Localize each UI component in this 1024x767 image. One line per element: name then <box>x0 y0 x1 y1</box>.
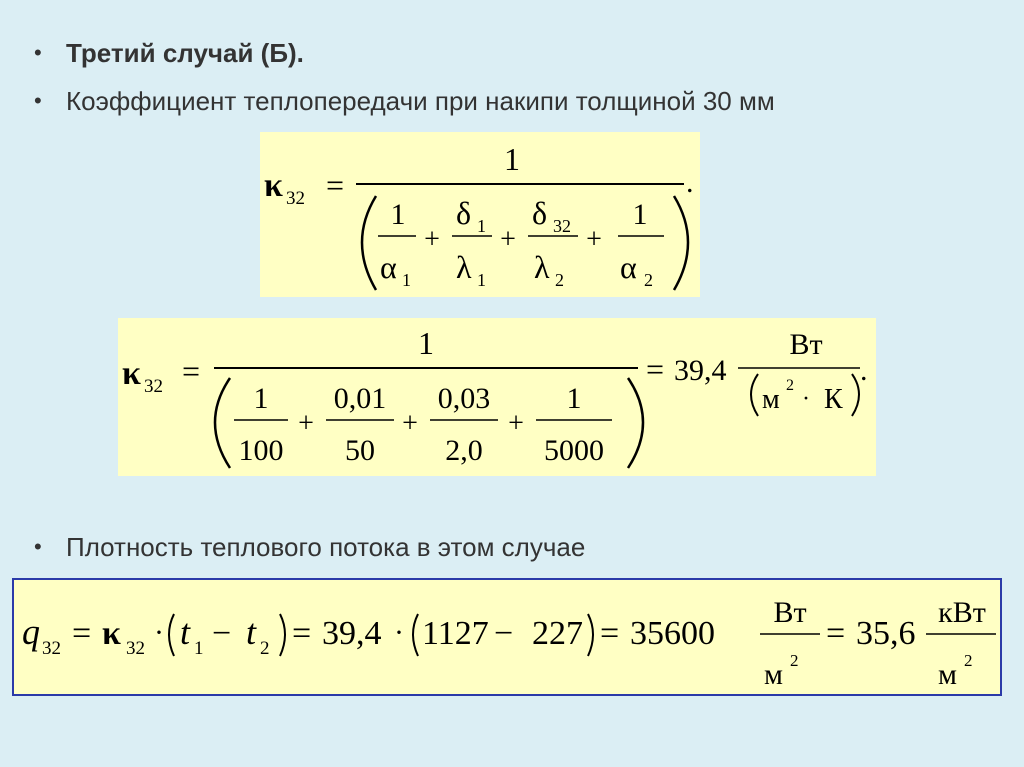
term2-num: 0,01 <box>333 382 387 415</box>
result-value: 39,4 <box>674 354 727 387</box>
formula-numerator: 1 <box>418 325 434 361</box>
unit-den-k: К <box>824 384 843 415</box>
paren-open <box>169 614 174 656</box>
paren-close <box>588 614 593 656</box>
formula-lhs-sub: 32 <box>144 376 163 397</box>
minus-sign: − <box>212 615 232 652</box>
formula-numeric <box>118 318 876 476</box>
minus-sign: − <box>494 615 514 652</box>
kappa-symbol: κ <box>102 615 121 652</box>
paren-open <box>413 614 418 656</box>
result-equals: = <box>646 351 665 387</box>
bullet-dot: • <box>34 40 42 65</box>
kappa-sub: 32 <box>126 638 145 659</box>
bullet-dot: • <box>34 534 42 559</box>
value-q-kw: 35,6 <box>856 615 916 652</box>
term3-num: δ <box>532 195 548 231</box>
term4-den: 5000 <box>544 434 604 467</box>
term1-den: 100 <box>238 434 284 467</box>
formula-numerator: 1 <box>504 141 520 177</box>
unit-den-dot: · <box>802 386 810 412</box>
formula-equals: = <box>182 353 201 389</box>
term1-num: 1 <box>390 198 406 231</box>
formula-period: . <box>860 354 868 387</box>
eq-sign: = <box>72 615 92 652</box>
left-paren <box>362 196 376 290</box>
t1-symbol: t <box>180 612 191 652</box>
t2-symbol: t <box>246 612 257 652</box>
bullet-item-heat-flux <box>34 532 585 562</box>
plus-sign: + <box>402 408 418 439</box>
t-cold: 227 <box>532 615 583 652</box>
term2-den-sub: 1 <box>477 270 486 290</box>
bullet-item-coefficient <box>34 86 775 116</box>
formula-lhs-kappa: κ <box>122 355 141 392</box>
unit1-den: м <box>764 658 783 691</box>
eq-sign: = <box>826 615 846 652</box>
dot-sign: · <box>154 616 164 649</box>
q-sub: 32 <box>42 638 61 659</box>
term2-den: λ <box>456 249 472 285</box>
term2-den: 50 <box>345 434 375 467</box>
value-k: 39,4 <box>322 615 382 652</box>
unit-right-paren <box>852 374 859 416</box>
plus-sign: + <box>298 408 314 439</box>
unit2-exp: 2 <box>964 651 973 670</box>
unit2-den: м <box>938 658 957 691</box>
term4-den: α <box>620 249 637 285</box>
t1-sub: 1 <box>194 638 204 659</box>
t-hot: 1127 <box>422 615 489 652</box>
formula-lhs-kappa: κ <box>264 167 283 204</box>
unit-den-exp: 2 <box>786 377 794 394</box>
t2-sub: 2 <box>260 638 270 659</box>
bullet-text: Плотность теплового потока в этом случае <box>66 532 586 562</box>
unit-den-m: м <box>762 384 780 415</box>
eq-sign: = <box>292 615 312 652</box>
bullet-dot: • <box>34 88 42 113</box>
bullet-item-title <box>34 38 304 68</box>
paren-close <box>280 614 285 656</box>
term4-den-sub: 2 <box>644 270 653 290</box>
bullet-text: Третий случай (Б). <box>66 38 304 68</box>
value-q-w: 35600 <box>630 615 715 652</box>
plus-sign: + <box>424 224 440 255</box>
formula-period: . <box>686 166 694 199</box>
plus-sign: + <box>500 224 516 255</box>
unit1-exp: 2 <box>790 651 799 670</box>
unit1-num: Вт <box>773 596 807 629</box>
bullet-text: Коэффициент теплопередачи при накипи толщиной 30 мм <box>66 86 775 116</box>
left-paren <box>215 378 230 468</box>
term3-num: 0,03 <box>437 382 491 415</box>
q-symbol: q <box>22 612 40 652</box>
formula-general <box>260 132 700 297</box>
term3-num-sub: 32 <box>553 216 571 236</box>
plus-sign: + <box>508 408 524 439</box>
plus-sign: + <box>586 224 602 255</box>
formula-heat-flux <box>12 578 1002 696</box>
term3-den: λ <box>534 249 550 285</box>
eq-sign: = <box>600 615 620 652</box>
right-paren <box>674 196 688 290</box>
unit2-num: кВт <box>938 596 986 629</box>
right-paren <box>628 378 643 468</box>
term4-num: 1 <box>632 198 648 231</box>
term1-num: 1 <box>253 382 269 415</box>
term4-num: 1 <box>566 382 582 415</box>
term3-den: 2,0 <box>445 434 483 467</box>
term1-den-sub: 1 <box>402 270 411 290</box>
term3-den-sub: 2 <box>555 270 564 290</box>
term1-den: α <box>380 249 397 285</box>
unit-left-paren <box>751 374 758 416</box>
formula-equals: = <box>326 167 345 203</box>
term2-num: δ <box>456 195 472 231</box>
term2-num-sub: 1 <box>477 216 486 236</box>
formula-lhs-sub: 32 <box>286 188 305 209</box>
dot-sign: · <box>394 616 404 649</box>
unit-numerator: Вт <box>789 328 823 361</box>
